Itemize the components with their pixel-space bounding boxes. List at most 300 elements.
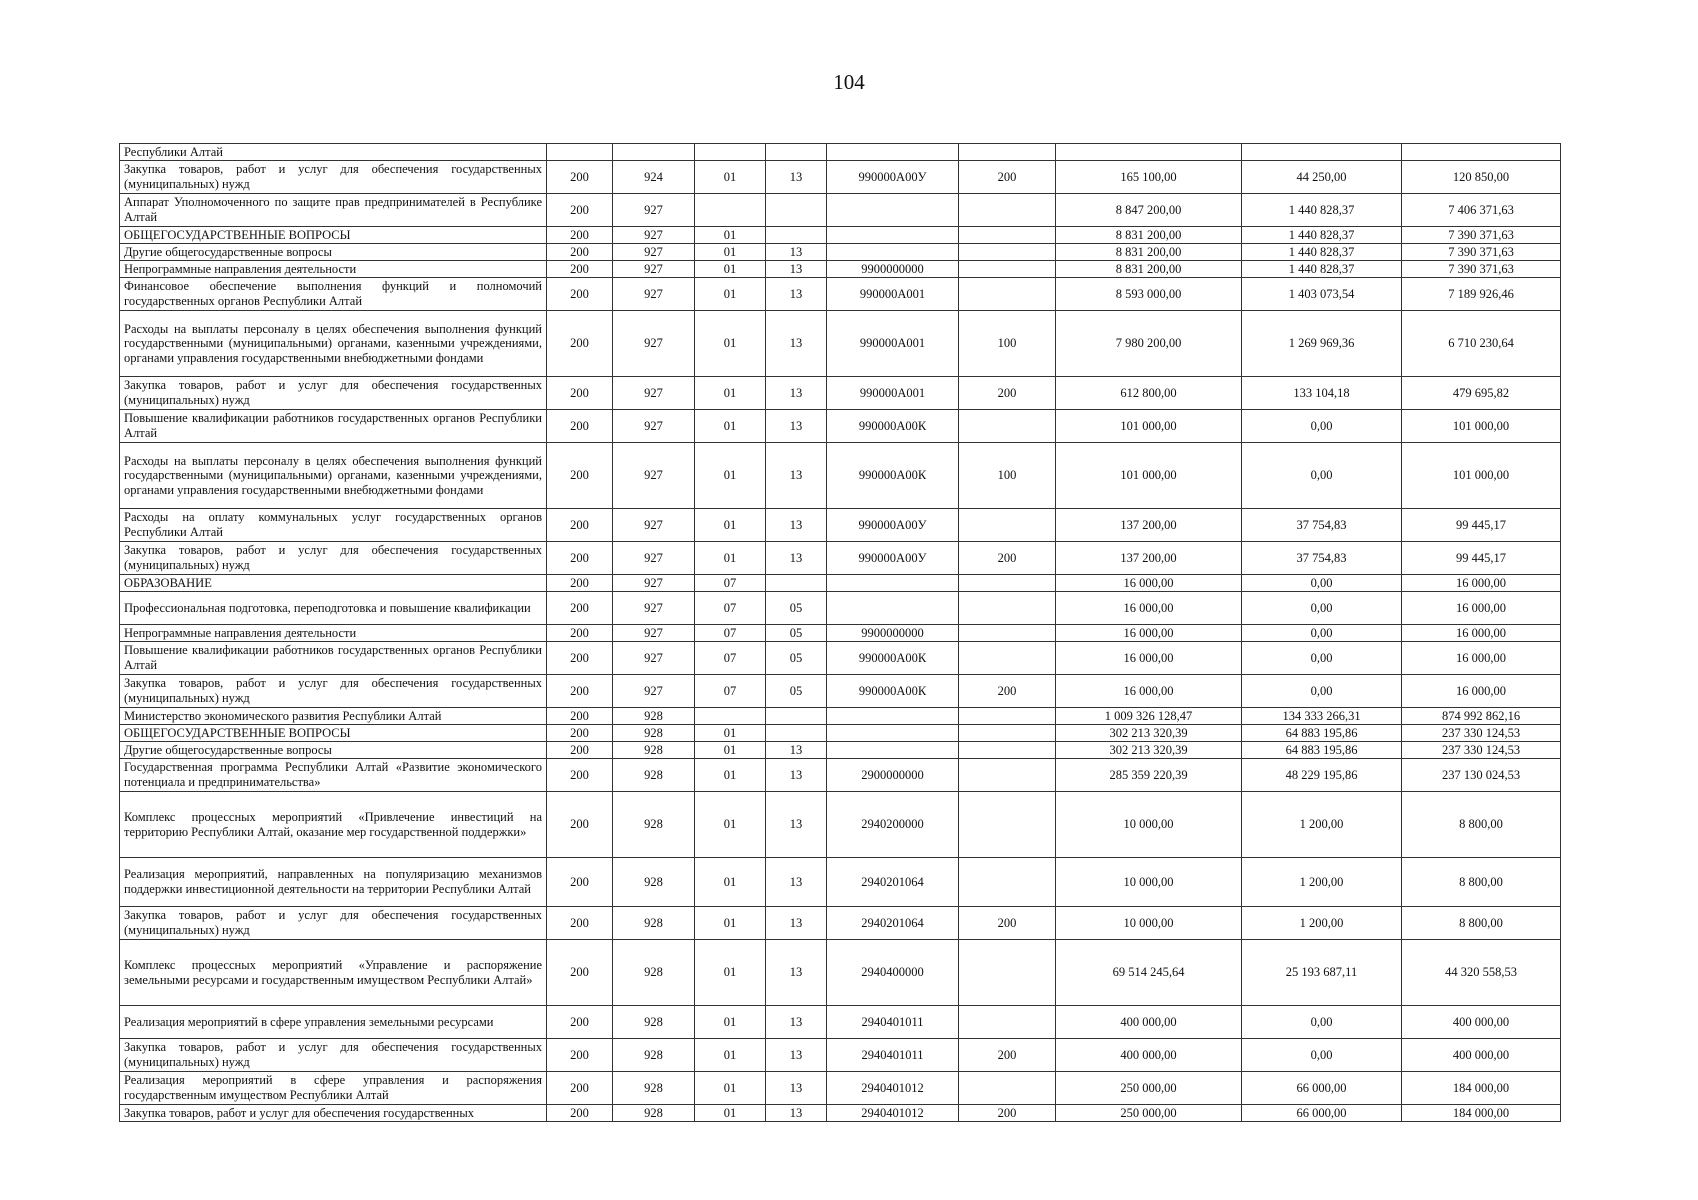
table-row: [120, 278, 1561, 311]
cell-ministry-code: 927: [613, 443, 695, 509]
table-row: [120, 509, 1561, 542]
cell-description: Закупка товаров, работ и услуг для обеспечения государственных (муниципальных) нужд: [120, 907, 547, 940]
cell-amount-approved: [1056, 144, 1242, 161]
cell-subsection: 13: [766, 742, 827, 759]
cell-ministry-code: 927: [613, 542, 695, 575]
cell-description: Другие общегосударственные вопросы: [120, 244, 547, 261]
cell-amount-remaining: 16 000,00: [1402, 592, 1561, 625]
cell-ministry-code: 927: [613, 377, 695, 410]
cell-target-article: 2940401012: [827, 1072, 959, 1105]
cell-ministry-code: 927: [613, 642, 695, 675]
cell-amount-executed: 1 440 828,37: [1242, 244, 1402, 261]
cell-section: 01: [695, 410, 766, 443]
cell-amount-approved: 101 000,00: [1056, 410, 1242, 443]
table-row: [120, 742, 1561, 759]
table-row: [120, 1105, 1561, 1122]
cell-amount-executed: 0,00: [1242, 410, 1402, 443]
cell-ministry-code: 927: [613, 575, 695, 592]
cell-admin-code: 200: [547, 261, 613, 278]
cell-subsection: [766, 708, 827, 725]
cell-amount-remaining: 400 000,00: [1402, 1006, 1561, 1039]
table-row: [120, 311, 1561, 377]
cell-section: 01: [695, 1006, 766, 1039]
cell-amount-approved: 137 200,00: [1056, 542, 1242, 575]
cell-amount-approved: 302 213 320,39: [1056, 725, 1242, 742]
cell-amount-executed: 134 333 266,31: [1242, 708, 1402, 725]
cell-amount-executed: 64 883 195,86: [1242, 725, 1402, 742]
cell-description: Финансовое обеспечение выполнения функций и полномочий государственных органов Республики Алтай: [120, 278, 547, 311]
cell-amount-approved: 8 831 200,00: [1056, 227, 1242, 244]
cell-section: 07: [695, 592, 766, 625]
cell-section: 01: [695, 311, 766, 377]
cell-admin-code: 200: [547, 792, 613, 858]
cell-expense-type: [959, 1006, 1056, 1039]
cell-ministry-code: 928: [613, 708, 695, 725]
cell-target-article: 2940201064: [827, 907, 959, 940]
cell-amount-approved: 400 000,00: [1056, 1006, 1242, 1039]
cell-expense-type: 200: [959, 1105, 1056, 1122]
cell-description: Закупка товаров, работ и услуг для обеспечения государственных (муниципальных) нужд: [120, 1039, 547, 1072]
cell-admin-code: 200: [547, 708, 613, 725]
table-row: [120, 194, 1561, 227]
cell-target-article: [827, 725, 959, 742]
cell-amount-executed: 0,00: [1242, 675, 1402, 708]
cell-admin-code: 200: [547, 575, 613, 592]
cell-amount-remaining: 237 330 124,53: [1402, 742, 1561, 759]
cell-amount-approved: 16 000,00: [1056, 575, 1242, 592]
table-row: [120, 410, 1561, 443]
cell-amount-remaining: 99 445,17: [1402, 542, 1561, 575]
cell-subsection: 13: [766, 410, 827, 443]
cell-amount-executed: 44 250,00: [1242, 161, 1402, 194]
cell-expense-type: [959, 940, 1056, 1006]
cell-target-article: 2940401011: [827, 1006, 959, 1039]
cell-amount-remaining: 184 000,00: [1402, 1105, 1561, 1122]
cell-expense-type: [959, 625, 1056, 642]
cell-subsection: 13: [766, 940, 827, 1006]
cell-admin-code: 200: [547, 725, 613, 742]
cell-section: 01: [695, 377, 766, 410]
cell-amount-remaining: 7 390 371,63: [1402, 244, 1561, 261]
cell-subsection: 13: [766, 161, 827, 194]
table-row: [120, 675, 1561, 708]
cell-description: Республики Алтай: [120, 144, 547, 161]
cell-description: Повышение квалификации работников государственных органов Республики Алтай: [120, 642, 547, 675]
cell-section: 01: [695, 244, 766, 261]
cell-amount-approved: 285 359 220,39: [1056, 759, 1242, 792]
table-row: [120, 227, 1561, 244]
table-row: [120, 858, 1561, 907]
cell-expense-type: [959, 725, 1056, 742]
budget-table: [119, 143, 1561, 1122]
table-row: [120, 792, 1561, 858]
cell-description: Государственная программа Республики Алтай «Развитие экономического потенциала и предпринимательства»: [120, 759, 547, 792]
cell-admin-code: 200: [547, 907, 613, 940]
cell-ministry-code: 928: [613, 907, 695, 940]
cell-section: 07: [695, 575, 766, 592]
cell-amount-executed: 0,00: [1242, 1039, 1402, 1072]
cell-amount-approved: 69 514 245,64: [1056, 940, 1242, 1006]
cell-ministry-code: 928: [613, 742, 695, 759]
cell-description: Закупка товаров, работ и услуг для обеспечения государственных: [120, 1105, 547, 1122]
page-number: 104: [833, 70, 865, 94]
table-row: [120, 1072, 1561, 1105]
cell-expense-type: [959, 759, 1056, 792]
cell-description: Расходы на выплаты персоналу в целях обеспечения выполнения функций государственными (муниципальными) органами, казенными учреждениями, органами управления государственными внебюджетными фондами: [120, 311, 547, 377]
table-row: [120, 542, 1561, 575]
cell-admin-code: 200: [547, 625, 613, 642]
cell-target-article: [827, 194, 959, 227]
cell-section: 01: [695, 940, 766, 1006]
cell-section: 01: [695, 759, 766, 792]
cell-section: 01: [695, 742, 766, 759]
table-row: [120, 759, 1561, 792]
cell-amount-remaining: 8 800,00: [1402, 792, 1561, 858]
cell-amount-approved: 612 800,00: [1056, 377, 1242, 410]
cell-admin-code: 200: [547, 509, 613, 542]
cell-admin-code: 200: [547, 542, 613, 575]
cell-description: Расходы на выплаты персоналу в целях обеспечения выполнения функций государственными (муниципальными) органами, казенными учреждениями, органами управления государственными внебюджетными фондами: [120, 443, 547, 509]
cell-amount-executed: 1 200,00: [1242, 792, 1402, 858]
cell-subsection: 13: [766, 1039, 827, 1072]
cell-subsection: 13: [766, 1105, 827, 1122]
cell-ministry-code: 927: [613, 592, 695, 625]
cell-subsection: 13: [766, 858, 827, 907]
table-row: [120, 940, 1561, 1006]
cell-description: Профессиональная подготовка, переподготовка и повышение квалификации: [120, 592, 547, 625]
cell-subsection: 13: [766, 792, 827, 858]
cell-amount-executed: 1 440 828,37: [1242, 194, 1402, 227]
table-row: [120, 592, 1561, 625]
cell-target-article: 2940401012: [827, 1105, 959, 1122]
cell-ministry-code: 927: [613, 675, 695, 708]
cell-amount-executed: 66 000,00: [1242, 1072, 1402, 1105]
cell-admin-code: 200: [547, 311, 613, 377]
cell-expense-type: [959, 194, 1056, 227]
cell-section: 01: [695, 278, 766, 311]
cell-section: 01: [695, 443, 766, 509]
cell-target-article: 990000А00У: [827, 161, 959, 194]
cell-ministry-code: 928: [613, 1072, 695, 1105]
cell-ministry-code: 928: [613, 1105, 695, 1122]
cell-amount-executed: 133 104,18: [1242, 377, 1402, 410]
table-row: [120, 642, 1561, 675]
cell-subsection: 13: [766, 261, 827, 278]
cell-admin-code: 200: [547, 194, 613, 227]
cell-amount-remaining: 16 000,00: [1402, 642, 1561, 675]
cell-amount-remaining: 237 330 124,53: [1402, 725, 1561, 742]
cell-target-article: [827, 592, 959, 625]
cell-section: 01: [695, 1072, 766, 1105]
cell-description: ОБЩЕГОСУДАРСТВЕННЫЕ ВОПРОСЫ: [120, 725, 547, 742]
cell-expense-type: [959, 144, 1056, 161]
cell-amount-remaining: [1402, 144, 1561, 161]
cell-subsection: [766, 725, 827, 742]
cell-subsection: 05: [766, 625, 827, 642]
cell-subsection: 13: [766, 542, 827, 575]
cell-admin-code: 200: [547, 410, 613, 443]
cell-ministry-code: 928: [613, 725, 695, 742]
cell-amount-approved: 16 000,00: [1056, 592, 1242, 625]
cell-admin-code: 200: [547, 675, 613, 708]
cell-expense-type: [959, 708, 1056, 725]
cell-admin-code: 200: [547, 858, 613, 907]
cell-amount-approved: 7 980 200,00: [1056, 311, 1242, 377]
cell-expense-type: [959, 858, 1056, 907]
cell-ministry-code: 924: [613, 161, 695, 194]
cell-amount-approved: 165 100,00: [1056, 161, 1242, 194]
cell-amount-executed: 0,00: [1242, 625, 1402, 642]
cell-section: [695, 708, 766, 725]
cell-section: 01: [695, 1039, 766, 1072]
cell-target-article: 990000А00К: [827, 642, 959, 675]
cell-admin-code: 200: [547, 742, 613, 759]
cell-description: Комплекс процессных мероприятий «Управление и распоряжение земельными ресурсами и государственным имуществом Республики Алтай»: [120, 940, 547, 1006]
cell-amount-remaining: 8 800,00: [1402, 907, 1561, 940]
cell-amount-approved: 16 000,00: [1056, 642, 1242, 675]
cell-amount-remaining: 237 130 024,53: [1402, 759, 1561, 792]
cell-target-article: 990000А00У: [827, 542, 959, 575]
cell-amount-approved: 8 593 000,00: [1056, 278, 1242, 311]
cell-section: 01: [695, 792, 766, 858]
cell-amount-remaining: 7 406 371,63: [1402, 194, 1561, 227]
table-row: [120, 377, 1561, 410]
cell-expense-type: 200: [959, 1039, 1056, 1072]
cell-amount-remaining: 120 850,00: [1402, 161, 1561, 194]
cell-amount-executed: 1 440 828,37: [1242, 227, 1402, 244]
cell-target-article: [827, 227, 959, 244]
cell-admin-code: 200: [547, 1072, 613, 1105]
cell-amount-executed: 1 269 969,36: [1242, 311, 1402, 377]
table-row: [120, 261, 1561, 278]
cell-amount-remaining: 101 000,00: [1402, 410, 1561, 443]
cell-description: Закупка товаров, работ и услуг для обеспечения государственных (муниципальных) нужд: [120, 542, 547, 575]
cell-admin-code: 200: [547, 1006, 613, 1039]
cell-amount-executed: [1242, 144, 1402, 161]
cell-amount-executed: 37 754,83: [1242, 509, 1402, 542]
cell-description: Реализация мероприятий в сфере управления и распоряжения государственным имуществом Республики Алтай: [120, 1072, 547, 1105]
cell-target-article: 2940401011: [827, 1039, 959, 1072]
cell-amount-approved: 10 000,00: [1056, 907, 1242, 940]
cell-description: Комплекс процессных мероприятий «Привлечение инвестиций на территорию Республики Алтай, оказание мер государственной поддержки»: [120, 792, 547, 858]
cell-target-article: [827, 144, 959, 161]
cell-amount-remaining: 400 000,00: [1402, 1039, 1561, 1072]
cell-amount-executed: 1 403 073,54: [1242, 278, 1402, 311]
cell-subsection: 13: [766, 1006, 827, 1039]
cell-amount-remaining: 6 710 230,64: [1402, 311, 1561, 377]
cell-expense-type: [959, 642, 1056, 675]
cell-admin-code: 200: [547, 1039, 613, 1072]
cell-admin-code: 200: [547, 227, 613, 244]
cell-amount-remaining: 7 189 926,46: [1402, 278, 1561, 311]
cell-subsection: [766, 575, 827, 592]
cell-amount-remaining: 99 445,17: [1402, 509, 1561, 542]
cell-target-article: [827, 244, 959, 261]
cell-expense-type: 200: [959, 377, 1056, 410]
cell-target-article: 990000А00У: [827, 509, 959, 542]
cell-target-article: 990000А00К: [827, 443, 959, 509]
cell-expense-type: 200: [959, 675, 1056, 708]
cell-expense-type: 200: [959, 542, 1056, 575]
cell-amount-approved: 250 000,00: [1056, 1105, 1242, 1122]
cell-section: 07: [695, 625, 766, 642]
cell-ministry-code: 928: [613, 1006, 695, 1039]
cell-subsection: [766, 144, 827, 161]
cell-ministry-code: 927: [613, 261, 695, 278]
cell-amount-executed: 37 754,83: [1242, 542, 1402, 575]
cell-amount-executed: 0,00: [1242, 1006, 1402, 1039]
cell-target-article: 990000А001: [827, 377, 959, 410]
cell-amount-executed: 64 883 195,86: [1242, 742, 1402, 759]
cell-expense-type: [959, 244, 1056, 261]
cell-target-article: 2940200000: [827, 792, 959, 858]
cell-description: ОБЩЕГОСУДАРСТВЕННЫЕ ВОПРОСЫ: [120, 227, 547, 244]
cell-admin-code: 200: [547, 377, 613, 410]
cell-section: 01: [695, 1105, 766, 1122]
cell-target-article: 2940201064: [827, 858, 959, 907]
table-row: [120, 575, 1561, 592]
cell-section: [695, 144, 766, 161]
cell-description: Закупка товаров, работ и услуг для обеспечения государственных (муниципальных) нужд: [120, 675, 547, 708]
cell-section: 01: [695, 542, 766, 575]
cell-subsection: [766, 194, 827, 227]
cell-target-article: 990000А00К: [827, 410, 959, 443]
table-row: [120, 1006, 1561, 1039]
cell-ministry-code: 927: [613, 410, 695, 443]
cell-subsection: 13: [766, 311, 827, 377]
cell-section: 01: [695, 261, 766, 278]
cell-ministry-code: 928: [613, 1039, 695, 1072]
cell-expense-type: 200: [959, 907, 1056, 940]
cell-admin-code: [547, 144, 613, 161]
cell-section: 07: [695, 642, 766, 675]
cell-ministry-code: 928: [613, 858, 695, 907]
cell-target-article: 2900000000: [827, 759, 959, 792]
cell-ministry-code: [613, 144, 695, 161]
cell-amount-remaining: 16 000,00: [1402, 675, 1561, 708]
cell-amount-approved: 10 000,00: [1056, 792, 1242, 858]
cell-amount-executed: 0,00: [1242, 575, 1402, 592]
cell-admin-code: 200: [547, 592, 613, 625]
cell-expense-type: [959, 261, 1056, 278]
cell-admin-code: 200: [547, 244, 613, 261]
cell-subsection: [766, 227, 827, 244]
table-row: [120, 725, 1561, 742]
cell-amount-approved: 302 213 320,39: [1056, 742, 1242, 759]
table-row: [120, 443, 1561, 509]
cell-amount-approved: 1 009 326 128,47: [1056, 708, 1242, 725]
cell-admin-code: 200: [547, 940, 613, 1006]
cell-amount-remaining: 7 390 371,63: [1402, 261, 1561, 278]
cell-subsection: 13: [766, 907, 827, 940]
cell-section: [695, 194, 766, 227]
cell-amount-remaining: 16 000,00: [1402, 575, 1561, 592]
cell-ministry-code: 928: [613, 792, 695, 858]
cell-subsection: 13: [766, 509, 827, 542]
table-row: [120, 625, 1561, 642]
cell-ministry-code: 927: [613, 194, 695, 227]
cell-description: Непрограммные направления деятельности: [120, 261, 547, 278]
cell-amount-executed: 66 000,00: [1242, 1105, 1402, 1122]
cell-amount-remaining: 16 000,00: [1402, 625, 1561, 642]
cell-subsection: 05: [766, 642, 827, 675]
cell-ministry-code: 927: [613, 278, 695, 311]
cell-target-article: 990000А001: [827, 311, 959, 377]
cell-admin-code: 200: [547, 278, 613, 311]
cell-amount-remaining: 44 320 558,53: [1402, 940, 1561, 1006]
cell-ministry-code: 927: [613, 227, 695, 244]
cell-ministry-code: 927: [613, 509, 695, 542]
cell-admin-code: 200: [547, 642, 613, 675]
cell-section: 01: [695, 907, 766, 940]
cell-admin-code: 200: [547, 443, 613, 509]
cell-amount-executed: 0,00: [1242, 443, 1402, 509]
cell-target-article: 9900000000: [827, 625, 959, 642]
cell-section: 01: [695, 858, 766, 907]
table-row: [120, 1039, 1561, 1072]
cell-amount-approved: 10 000,00: [1056, 858, 1242, 907]
cell-description: Закупка товаров, работ и услуг для обеспечения государственных (муниципальных) нужд: [120, 161, 547, 194]
cell-target-article: 2940400000: [827, 940, 959, 1006]
cell-amount-executed: 0,00: [1242, 592, 1402, 625]
cell-description: Реализация мероприятий в сфере управления земельными ресурсами: [120, 1006, 547, 1039]
cell-subsection: 13: [766, 244, 827, 261]
cell-description: Аппарат Уполномоченного по защите прав предпринимателей в Республике Алтай: [120, 194, 547, 227]
cell-description: ОБРАЗОВАНИЕ: [120, 575, 547, 592]
cell-amount-remaining: 479 695,82: [1402, 377, 1561, 410]
cell-expense-type: 100: [959, 311, 1056, 377]
cell-target-article: 990000А00К: [827, 675, 959, 708]
cell-amount-approved: 250 000,00: [1056, 1072, 1242, 1105]
cell-ministry-code: 928: [613, 940, 695, 1006]
cell-subsection: 13: [766, 443, 827, 509]
cell-section: 01: [695, 725, 766, 742]
cell-description: Расходы на оплату коммунальных услуг государственных органов Республики Алтай: [120, 509, 547, 542]
cell-target-article: 990000А001: [827, 278, 959, 311]
cell-expense-type: [959, 575, 1056, 592]
cell-section: 01: [695, 227, 766, 244]
cell-amount-approved: 16 000,00: [1056, 625, 1242, 642]
cell-ministry-code: 927: [613, 311, 695, 377]
cell-section: 01: [695, 161, 766, 194]
cell-description: Реализация мероприятий, направленных на популяризацию механизмов поддержки инвестиционной деятельности на территории Республики Алтай: [120, 858, 547, 907]
cell-subsection: 13: [766, 278, 827, 311]
cell-amount-remaining: 8 800,00: [1402, 858, 1561, 907]
cell-target-article: 9900000000: [827, 261, 959, 278]
cell-expense-type: 100: [959, 443, 1056, 509]
table-row: [120, 161, 1561, 194]
cell-expense-type: [959, 592, 1056, 625]
table-row: [120, 907, 1561, 940]
cell-amount-approved: 8 847 200,00: [1056, 194, 1242, 227]
cell-amount-executed: 1 200,00: [1242, 858, 1402, 907]
table-row: [120, 244, 1561, 261]
cell-amount-executed: 0,00: [1242, 642, 1402, 675]
cell-subsection: 05: [766, 675, 827, 708]
cell-section: 07: [695, 675, 766, 708]
table-row: [120, 708, 1561, 725]
cell-ministry-code: 927: [613, 244, 695, 261]
cell-target-article: [827, 708, 959, 725]
cell-amount-approved: 8 831 200,00: [1056, 261, 1242, 278]
cell-amount-remaining: 101 000,00: [1402, 443, 1561, 509]
cell-description: Непрограммные направления деятельности: [120, 625, 547, 642]
table-row: [120, 144, 1561, 161]
cell-subsection: 05: [766, 592, 827, 625]
cell-admin-code: 200: [547, 759, 613, 792]
cell-amount-executed: 1 200,00: [1242, 907, 1402, 940]
cell-amount-approved: 16 000,00: [1056, 675, 1242, 708]
